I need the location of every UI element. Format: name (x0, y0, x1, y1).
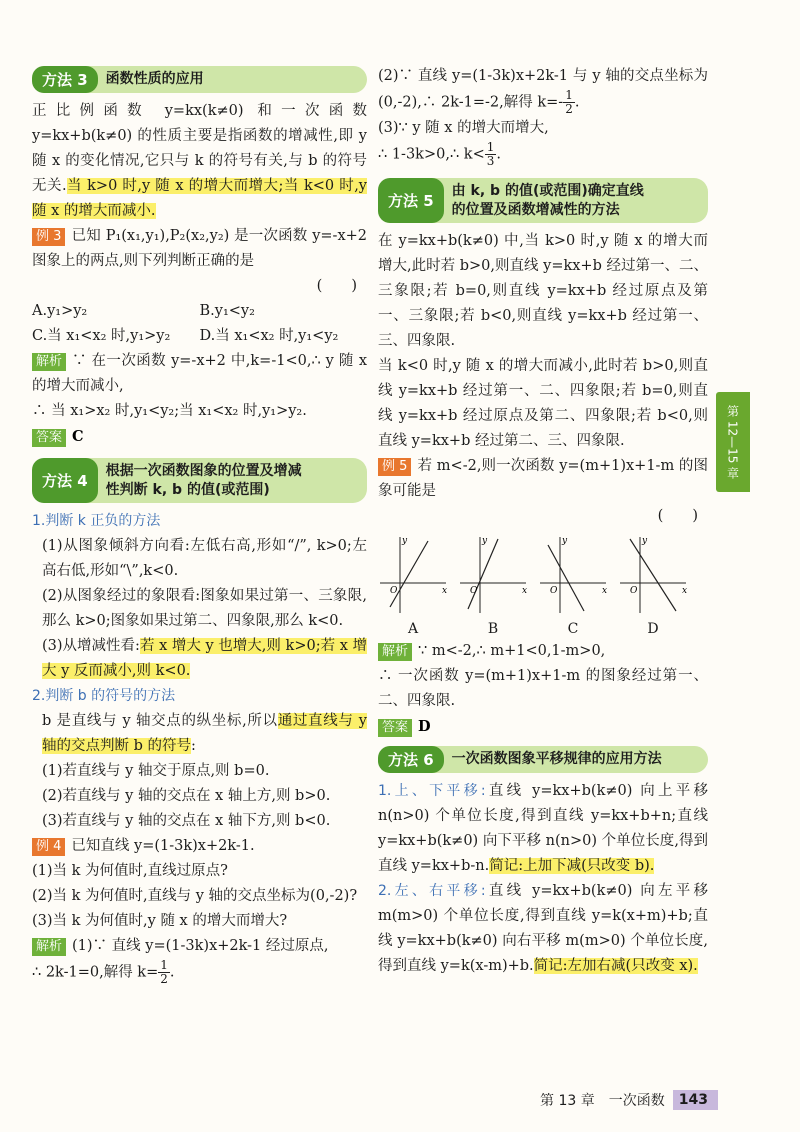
graph-label: A (407, 621, 419, 637)
svg-text:y: y (402, 536, 408, 546)
option-b: B.y₁<y₂ (199, 303, 255, 319)
options-row (32, 324, 367, 349)
example-3: 例 3 已知 P₁(x₁,y₁),P₂(x₂,y₂) 是一次函数 y=-x+2 图象上的两点,则下列判断正确的是 (32, 228, 367, 269)
item: (2)从图象经过的象限看:图象如果过第一、三象限,那么 k>0;图象如果过第二、四象限,那么 k<0. (42, 588, 367, 629)
chapter-title: 第 13 章 一次函数 (540, 1093, 665, 1109)
svg-text:O: O (550, 586, 558, 596)
graph-b-figure (458, 535, 528, 615)
solution-label: 解析 (32, 938, 66, 956)
options-row (32, 299, 367, 324)
method-3-header (32, 66, 367, 93)
method-tag: 方法 5 (378, 178, 444, 223)
svg-text:x: x (442, 586, 448, 596)
chapter-side-tab: 第 12—15 章 (716, 392, 750, 492)
method-tag: 方法 3 (32, 66, 98, 93)
option-a: A.y₁>y₂ (32, 303, 88, 319)
answer-paren: ( ) (316, 278, 357, 294)
svg-text:y: y (642, 536, 648, 546)
subheading: 2.判断 b 的符号的方法 (32, 688, 176, 704)
solution-line: ∴ 1-3k>0,∴ k< $\frac{1}{3}$ . (378, 140, 501, 168)
graph-b (458, 535, 528, 639)
page-footer (540, 1090, 718, 1110)
left-column (32, 64, 367, 986)
paragraph: b 是直线与 y 轴交点的纵坐标,所以通过直线与 y 轴的交点判断 b 的符号: (42, 713, 367, 754)
graph-c (538, 535, 608, 639)
method-tag: 方法 6 (378, 746, 444, 773)
method-title: 根据一次函数图象的位置及增减 性判断 k, b 的值(或范围) (105, 462, 302, 498)
method-title: 函数性质的应用 (105, 71, 204, 87)
method-4-header (32, 458, 367, 503)
answer-paren: ( ) (657, 508, 698, 524)
example-label: 例 5 (378, 458, 411, 476)
method-5-header (378, 178, 708, 223)
solution-4-line: ∴ 2k-1=0,解得 k= $\frac{1}{2}$ . (32, 958, 175, 986)
method-title: 一次函数图象平移规律的应用方法 (451, 751, 662, 767)
answer-5: 答案 D (378, 714, 708, 740)
right-column (378, 64, 708, 979)
example-5: 例 5 若 m<-2,则一次函数 y=(m+1)x+1-m 的图象可能是 (378, 458, 708, 499)
graph-c-figure (538, 535, 608, 615)
subheading: 1.判断 k 正负的方法 (32, 513, 161, 529)
svg-text:y: y (482, 536, 488, 546)
question: (3)当 k 为何值时,y 随 x 的增大而增大? (32, 913, 288, 929)
paragraph: 当 k<0 时,y 随 x 的增大而减小,此时若 b>0,则直线 y=kx+b 经过第一、二、四象限;若 b=0,则直线 y=kx+b 经过原点及第二、四象限;若 b<0,则直线 y=kx+b 经过第二、三、四象限. (378, 358, 708, 449)
graph-options (378, 535, 688, 639)
svg-text:O: O (630, 586, 638, 596)
method-title: 由 k, b 的值(或范围)确定直线 的位置及函数增减性的方法 (451, 182, 644, 218)
method-tag: 方法 4 (32, 458, 98, 503)
item: (3)若直线与 y 轴的交点在 x 轴下方,则 b<0. (42, 813, 331, 829)
subheading: 2.左、右平移: (378, 883, 486, 899)
svg-text:x: x (602, 586, 608, 596)
example-4: 例 4 已知直线 y=(1-3k)x+2k-1. (32, 834, 367, 859)
item: (1)若直线与 y 轴交于原点,则 b=0. (42, 763, 270, 779)
subheading: 1.上、下平移: (378, 783, 486, 799)
svg-text:O: O (390, 586, 398, 596)
highlight: 当 k>0 时,y 随 x 的增大而增大;当 k<0 时,y 随 x 的增大而减小. (32, 178, 368, 219)
question: (2)当 k 为何值时,直线与 y 轴的交点坐标为(0,-2)? (32, 888, 358, 904)
svg-text:y: y (562, 536, 568, 546)
answer-3: 答案 C (32, 424, 367, 450)
solution-label: 解析 (32, 353, 66, 371)
answer-label: 答案 (32, 429, 66, 447)
solution-5: 解析 ∵ m<-2,∴ m+1<0,1-m>0, (378, 639, 708, 664)
option-c: C.当 x₁<x₂ 时,y₁>y₂ (32, 328, 171, 344)
example-label: 例 4 (32, 838, 65, 856)
svg-text:x: x (522, 586, 528, 596)
paragraph: 正比例函数 y=kx(k≠0) 和一次函数 y=kx+b(k≠0) 的性质主要是指函数的增减性,即 y 随 x 的变化情况,它只与 k 的符号有关,与 b 的符号无关.当 k>0 时,y 随 x 的增大而增大;当 k<0 时,y 随 x 的增大而减小. (32, 103, 368, 219)
graph-label: D (647, 621, 659, 637)
item: (3)从增减性看:若 x 增大 y 也增大,则 k>0;若 x 增大 y 反而减小,则 k<0. (42, 638, 367, 679)
item: (2)若直线与 y 轴的交点在 x 轴上方,则 b>0. (42, 788, 331, 804)
paragraph: 在 y=kx+b(k≠0) 中,当 k>0 时,y 随 x 的增大而增大,此时若 b>0,则直线 y=kx+b 经过第一、二、三象限;若 b=0,则直线 y=kx+b 经过原点及第一、三象限;若 b<0,则直线 y=kx+b 经过第一、三、四象限. (378, 233, 708, 349)
solution-label: 解析 (378, 643, 412, 661)
graph-a (378, 535, 448, 639)
question: (1)当 k 为何值时,直线过原点? (32, 863, 228, 879)
solution-4: 解析 (1)∵ 直线 y=(1-3k)x+2k-1 经过原点, (32, 934, 367, 959)
svg-text:O: O (470, 586, 478, 596)
item: (1)从图象倾斜方向看:左低右高,形如“/”, k>0;左高右低,形如“\”,k<0. (42, 538, 367, 579)
graph-d (618, 535, 688, 639)
solution-line: (2)∵ 直线 y=(1-3k)x+2k-1 与 y 轴的交点坐标为(0,-2),∴ 2k-1=-2,解得 k=- $\frac{1}{2}$ . (378, 68, 708, 116)
graph-label: C (567, 621, 579, 637)
paragraph: 2.左、右平移:直线 y=kx+b(k≠0) 向左平移 m(m>0) 个单位长度,得到直线 y=k(x+m)+b;直线 y=kx+b(k≠0) 向右平移 m(m>0) 个单位长度,得到直线 y=k(x-m)+b.简记:左加右减(只改变 x). (378, 883, 708, 974)
page-number: 143 (673, 1090, 718, 1110)
answer-label: 答案 (378, 719, 412, 737)
option-d: D.当 x₁<x₂ 时,y₁<y₂ (199, 328, 339, 344)
solution-line: (3)∵ y 随 x 的增大而增大, (378, 120, 549, 136)
solution-5-line: ∴ 一次函数 y=(m+1)x+1-m 的图象经过第一、二、四象限. (378, 668, 708, 709)
graph-a-figure (378, 535, 448, 615)
graph-label: B (487, 621, 499, 637)
solution-3: 解析 ∵ 在一次函数 y=-x+2 中,k=-1<0,∴ y 随 x 的增大而减小, (32, 353, 367, 394)
example-label: 例 3 (32, 228, 65, 246)
solution-3-line: ∴ 当 x₁>x₂ 时,y₁<y₂;当 x₁<x₂ 时,y₁>y₂. (32, 403, 307, 419)
method-6-header (378, 746, 708, 773)
svg-text:x: x (682, 586, 688, 596)
paragraph: 1.上、下平移:直线 y=kx+b(k≠0) 向上平移 n(n>0) 个单位长度,得到直线 y=kx+b+n;直线 y=kx+b(k≠0) 向下平移 n(n>0) 个单位长度,得到直线 y=kx+b-n.简记:上加下减(只改变 b). (378, 783, 708, 874)
graph-d-figure (618, 535, 688, 615)
